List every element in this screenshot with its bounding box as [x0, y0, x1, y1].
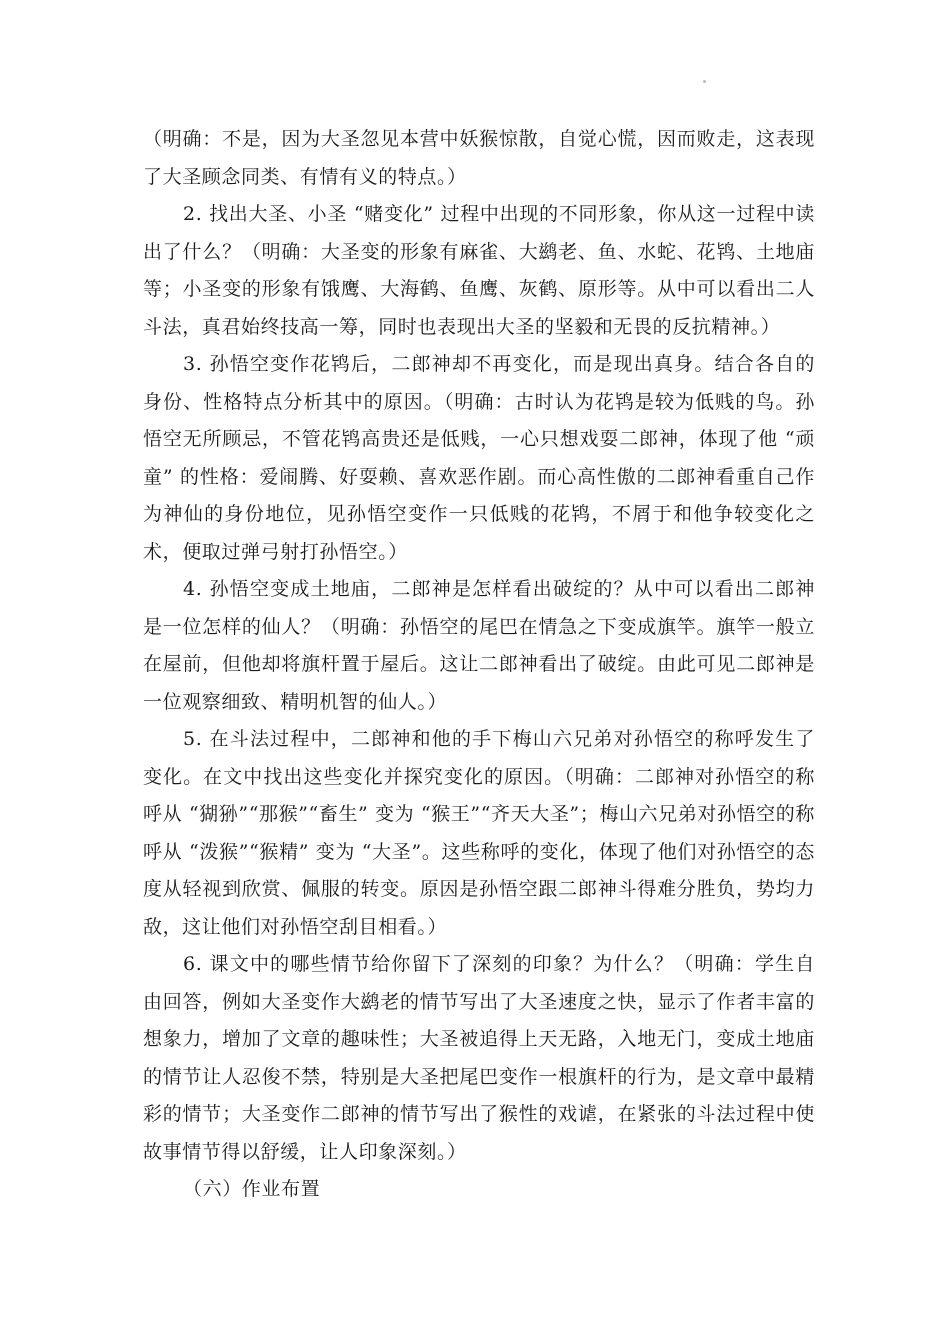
- question-3: 3. 孙悟空变作花鸨后，二郎神却不再变化，而是现出真身。结合各自的身份、性格特点分析其中的原因。（明确：古时认为花鸨是较为低贱的鸟。孙悟空无所顾忌，不管花鸨高贵还是低贱，一心只想戏耍二郎神，体现了他 “顽童” 的性格：爱闹腾、好耍赖、喜欢恶作剧。而心高性傲的二郎神看重自己作为神仙的身份地位，见孙悟空变作一只低贱的花鸨，不屑于和他争较变化之术，便取过弹弓射打孙悟空。）: [143, 353, 815, 563]
- answer-continuation: （明确：不是，因为大圣忽见本营中妖猴惊散，自觉心慌，因而败走，这表现了大圣顾念同类、有情有义的特点。）: [143, 128, 815, 188]
- question-6: 6. 课文中的哪些情节给你留下了深刻的印象？为什么？（明确：学生自由回答，例如大圣变作大鹚老的情节写出了大圣速度之快，显示了作者丰富的想象力，增加了文章的趣味性；大圣被追得上天无路，入地无门，变成土地庙的情节让人忍俊不禁，特别是大圣把尾巴变作一根旗杆的行为，是文章中最精彩的情节；大圣变作二郎神的情节写出了猴性的戏谑，在紧张的斗法过程中使故事情节得以舒缓，让人印象深刻。）: [143, 953, 815, 1163]
- question-4: 4. 孙悟空变成土地庙，二郎神是怎样看出破绽的？从中可以看出二郎神是一位怎样的仙人？（明确：孙悟空的尾巴在情急之下变成旗竿。旗竿一般立在屋前，但他却将旗杆置于屋后。这让二郎神看出了破绽。由此可见二郎神是一位观察细致、精明机智的仙人。）: [143, 578, 815, 713]
- question-5: 5. 在斗法过程中，二郎神和他的手下梅山六兄弟对孙悟空的称呼发生了变化。在文中找出这些变化并探究变化的原因。（明确：二郎神对孙悟空的称呼从 “猢狲”“那猴”“畜生” 变为 “猴王”“齐天大圣”；梅山六兄弟对孙悟空的称呼从 “泼猴”“猴精” 变为 “大圣”。这些称呼的变化，体现了他们对孙悟空的态度从轻视到欣赏、佩服的转变。原因是孙悟空跟二郎神斗得难分胜负，势均力敌，这让他们对孙悟空刮目相看。）: [143, 728, 815, 938]
- section-heading-homework: （六）作业布置: [183, 1178, 321, 1200]
- page-corner-mark: [703, 80, 706, 83]
- question-2: 2. 找出大圣、小圣 “赌变化” 过程中出现的不同形象，你从这一过程中读出了什么？（明确：大圣变的形象有麻雀、大鹚老、鱼、水蛇、花鸨、土地庙等；小圣变的形象有饿鹰、大海鹤、鱼鹰、灰鹤、原形等。从中可以看出二人斗法，真君始终技高一筹，同时也表现出大圣的坚毅和无畏的反抗精神。）: [143, 203, 815, 338]
- document-body: [143, 121, 815, 1209]
